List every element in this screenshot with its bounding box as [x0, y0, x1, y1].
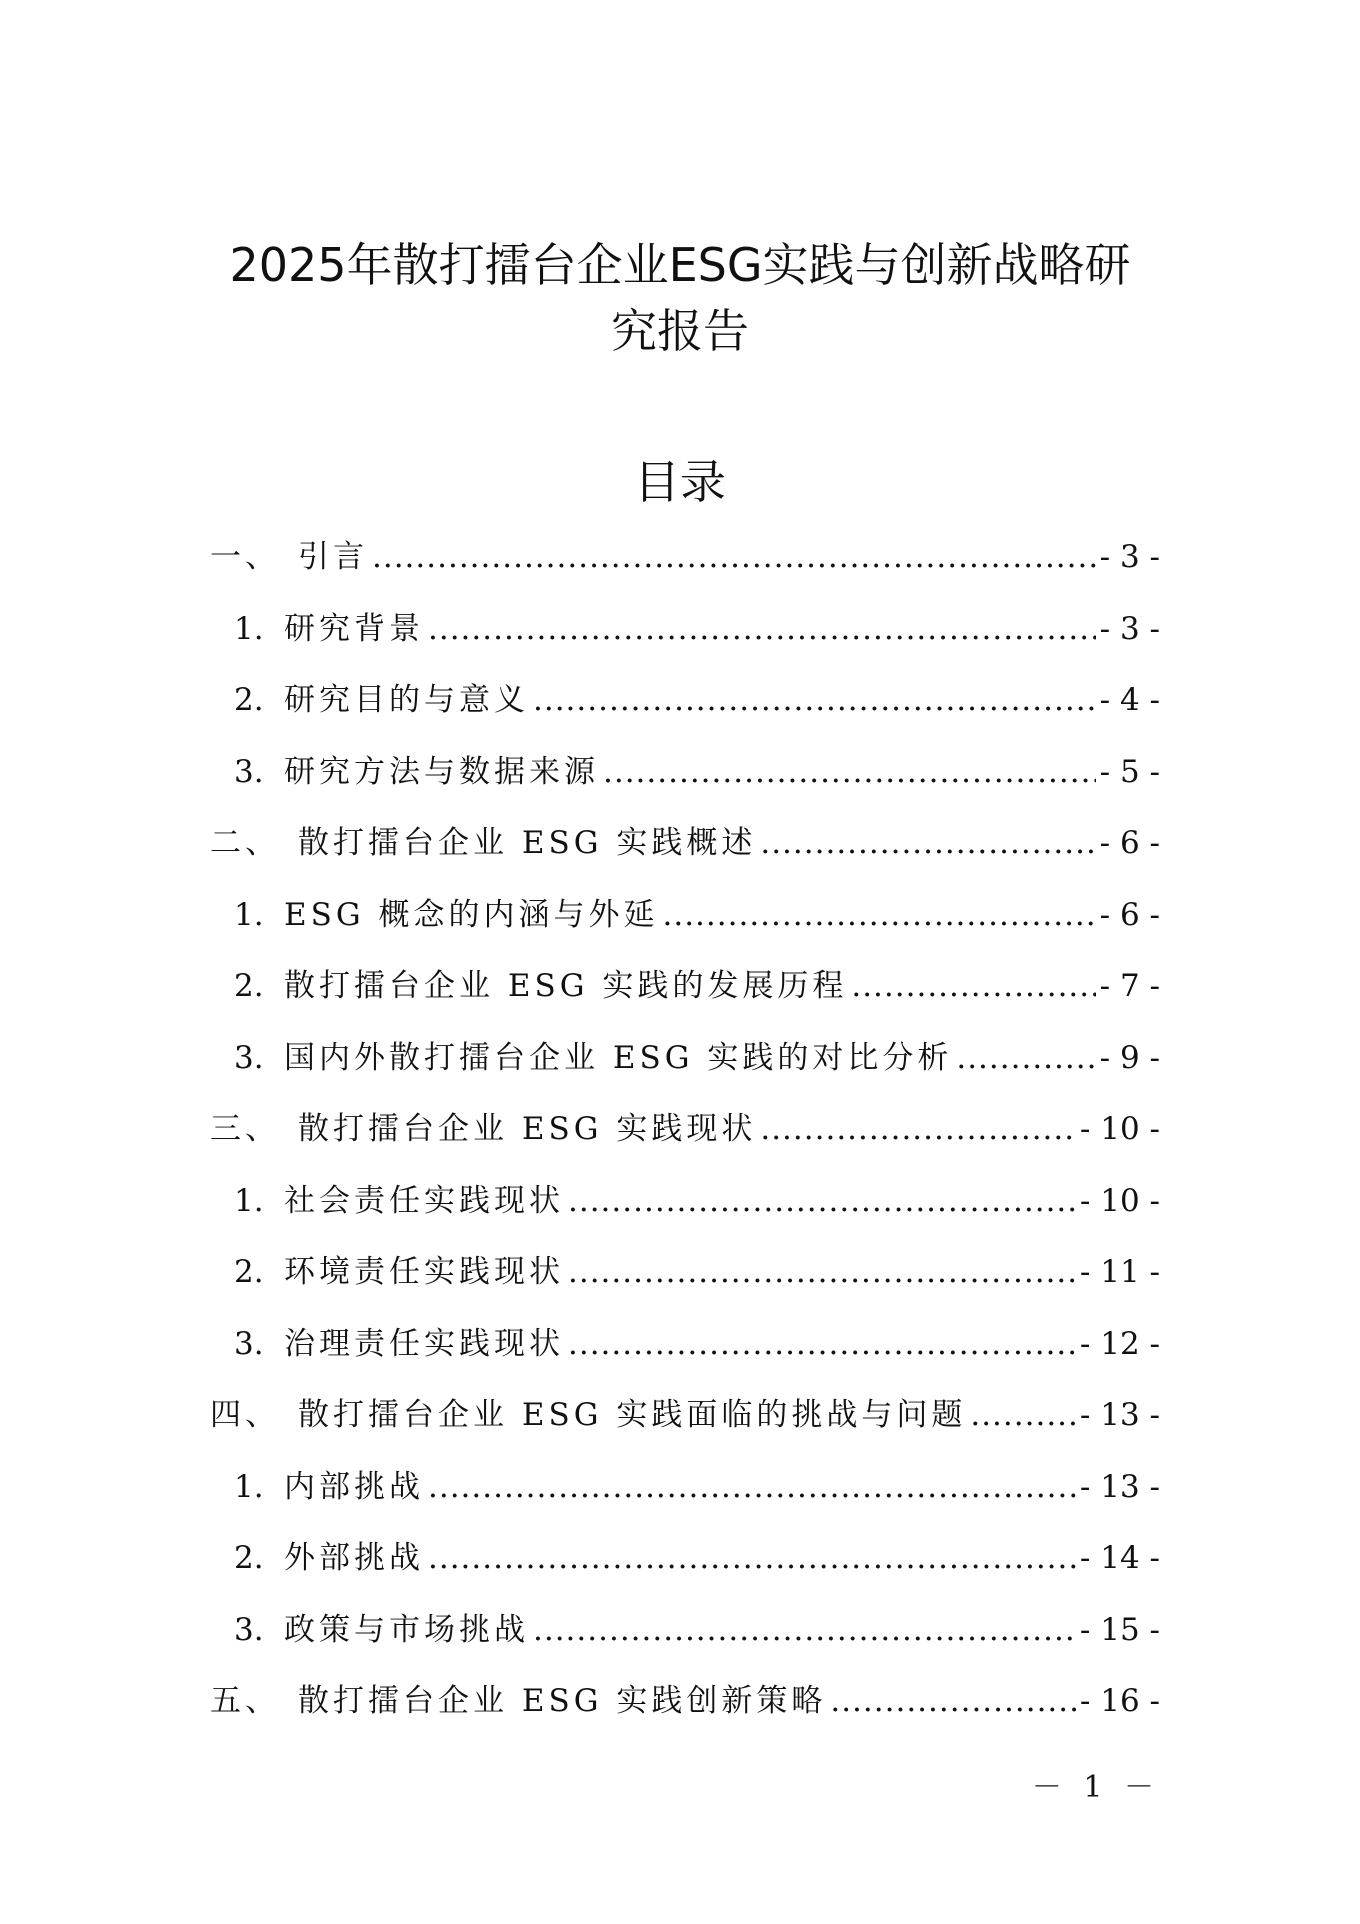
toc-entry-number: 1. — [234, 610, 264, 647]
toc-dot-leader — [372, 522, 1096, 594]
toc-dot-leader — [568, 1309, 1076, 1381]
toc-dot-leader — [970, 1380, 1076, 1452]
toc-entry-number: 1. — [234, 1468, 264, 1505]
toc-entry-page: - 9 - — [1099, 1039, 1160, 1076]
toc-entry-esg-status[interactable] — [210, 1094, 1160, 1166]
toc-entry-title: 外部挑战 — [284, 1540, 424, 1576]
page-number: － 1 － — [1031, 1770, 1160, 1805]
toc-entry-page: - 13 - — [1079, 1468, 1160, 1505]
toc-entry-research-background[interactable] — [210, 594, 1160, 666]
toc-entry-internal-challenges[interactable] — [210, 1452, 1160, 1524]
toc-entry-number: 3. — [234, 1611, 264, 1648]
toc-entry-number: 3. — [234, 1325, 264, 1362]
toc-dot-leader — [830, 1666, 1076, 1738]
toc-entry-page: - 5 - — [1099, 753, 1160, 790]
toc-entry-page: - 10 - — [1079, 1182, 1160, 1219]
toc-entry-page: - 6 - — [1099, 825, 1160, 861]
table-of-contents — [210, 522, 1160, 1738]
toc-entry-page: - 15 - — [1079, 1611, 1160, 1648]
toc-dot-leader — [568, 1166, 1076, 1238]
toc-entry-page: - 14 - — [1079, 1540, 1160, 1576]
toc-entry-title: 治理责任实践现状 — [284, 1325, 564, 1362]
toc-entry-number: 2. — [234, 1540, 264, 1576]
toc-entry-number: 一、 — [210, 539, 280, 575]
toc-entry-number: 二、 — [210, 825, 280, 861]
toc-entry-page: - 12 - — [1079, 1325, 1160, 1362]
toc-dot-leader — [428, 1452, 1076, 1524]
toc-entry-page: - 13 - — [1079, 1397, 1160, 1433]
toc-entry-number: 三、 — [210, 1111, 280, 1147]
toc-entry-title: 内部挑战 — [284, 1468, 424, 1505]
toc-entry-page: - 3 - — [1099, 610, 1160, 647]
toc-entry-page: - 6 - — [1099, 896, 1160, 933]
toc-entry-title: 研究目的与意义 — [284, 682, 529, 718]
toc-entry-number: 2. — [234, 682, 264, 718]
toc-entry-title: 引言 — [298, 539, 368, 575]
toc-entry-esg-history[interactable] — [210, 951, 1160, 1023]
toc-entry-title: 研究背景 — [284, 610, 424, 647]
toc-dot-leader — [428, 1523, 1076, 1595]
toc-entry-esg-comparison[interactable] — [210, 1023, 1160, 1095]
toc-heading: 目录 — [634, 455, 726, 509]
toc-entry-title: 散打擂台企业 ESG 实践概述 — [298, 825, 757, 861]
toc-entry-page: - 4 - — [1099, 682, 1160, 718]
toc-entry-number: 2. — [234, 1254, 264, 1290]
toc-entry-governance-responsibility[interactable] — [210, 1309, 1160, 1381]
toc-entry-page: - 3 - — [1099, 539, 1160, 575]
toc-entry-number: 2. — [234, 968, 264, 1004]
toc-entry-esg-overview[interactable] — [210, 808, 1160, 880]
toc-entry-title: 环境责任实践现状 — [284, 1254, 564, 1290]
toc-entry-number: 3. — [234, 1039, 264, 1076]
toc-dot-leader — [760, 1094, 1076, 1166]
toc-entry-title: 散打擂台企业 ESG 实践创新策略 — [298, 1683, 827, 1719]
toc-entry-research-purpose[interactable] — [210, 665, 1160, 737]
document-title — [180, 232, 1180, 364]
toc-dot-leader — [533, 665, 1096, 737]
toc-entry-esg-innovation[interactable] — [210, 1666, 1160, 1738]
toc-dot-leader — [428, 594, 1096, 666]
toc-entry-research-methods[interactable] — [210, 737, 1160, 809]
toc-entry-introduction[interactable] — [210, 522, 1160, 594]
toc-entry-social-responsibility[interactable] — [210, 1166, 1160, 1238]
toc-dot-leader — [760, 808, 1095, 880]
toc-dot-leader — [603, 737, 1096, 809]
toc-entry-title: 研究方法与数据来源 — [284, 753, 599, 790]
toc-entry-esg-challenges[interactable] — [210, 1380, 1160, 1452]
document-title-line-1: 2025年散打擂台企业ESG实践与创新战略研 — [229, 238, 1131, 292]
toc-entry-title: 社会责任实践现状 — [284, 1182, 564, 1219]
document-title-line-2: 究报告 — [611, 304, 749, 358]
toc-entry-number: 四、 — [210, 1397, 280, 1433]
toc-dot-leader — [956, 1023, 1095, 1095]
toc-entry-page: - 11 - — [1079, 1254, 1160, 1290]
toc-entry-title: 散打擂台企业 ESG 实践的发展历程 — [284, 968, 848, 1004]
toc-entry-title: 散打擂台企业 ESG 实践面临的挑战与问题 — [298, 1397, 967, 1433]
toc-dot-leader — [662, 880, 1095, 952]
toc-entry-title: 散打擂台企业 ESG 实践现状 — [298, 1111, 757, 1147]
toc-entry-environmental-responsibility[interactable] — [210, 1237, 1160, 1309]
toc-entry-page: - 16 - — [1079, 1683, 1160, 1719]
toc-entry-external-challenges[interactable] — [210, 1523, 1160, 1595]
toc-entry-number: 五、 — [210, 1683, 280, 1719]
toc-dot-leader — [533, 1595, 1076, 1667]
toc-entry-number: 1. — [234, 896, 264, 933]
toc-entry-number: 3. — [234, 753, 264, 790]
toc-entry-page: - 7 - — [1099, 968, 1160, 1004]
toc-entry-policy-market-challenges[interactable] — [210, 1595, 1160, 1667]
toc-dot-leader — [568, 1237, 1076, 1309]
toc-entry-esg-concept[interactable] — [210, 880, 1160, 952]
toc-dot-leader — [851, 951, 1095, 1023]
toc-entry-number: 1. — [234, 1182, 264, 1219]
toc-entry-page: - 10 - — [1079, 1111, 1160, 1147]
toc-entry-title: 政策与市场挑战 — [284, 1611, 529, 1648]
toc-entry-title: 国内外散打擂台企业 ESG 实践的对比分析 — [284, 1039, 953, 1076]
toc-entry-title: ESG 概念的内涵与外延 — [284, 896, 659, 933]
